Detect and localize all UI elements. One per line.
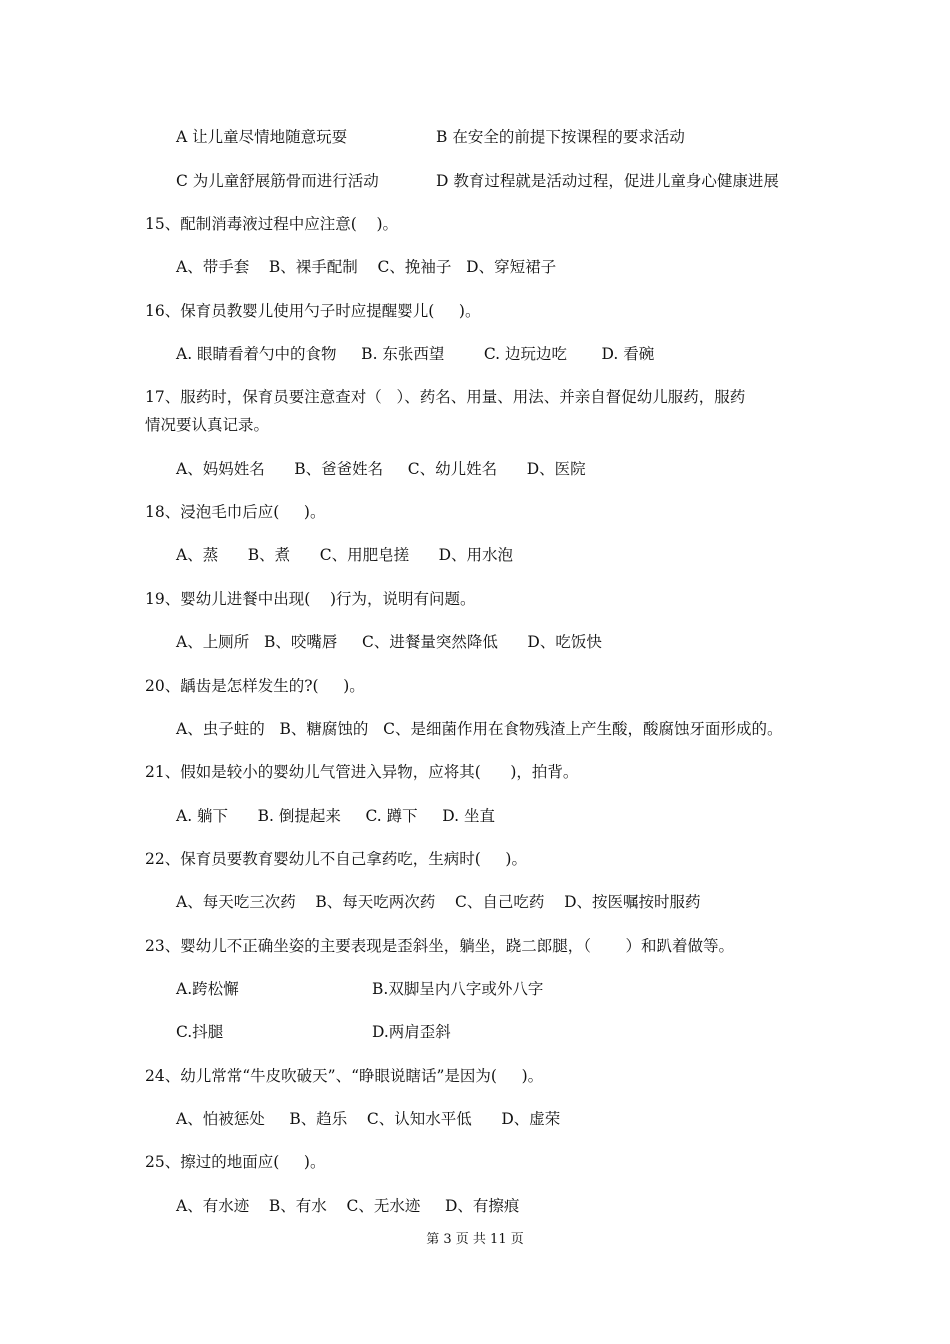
q14-option-d: D 教育过程就是活动过程，促进儿童身心健康进展 xyxy=(436,172,779,190)
question-15: 15、配制消毒液过程中应注意( )。 xyxy=(145,215,399,233)
q23-option-d: D.两肩歪斜 xyxy=(372,1023,451,1041)
question-20: 20、龋齿是怎样发生的?( )。 xyxy=(145,677,365,695)
q23-option-b: B.双脚呈内八字或外八字 xyxy=(372,980,544,998)
q23-option-c: C.抖腿 xyxy=(176,1023,224,1041)
question-22: 22、保育员要教育婴幼儿不自己拿药吃，生病时( )。 xyxy=(145,850,527,868)
question-15-options: A、带手套 B、裸手配制 C、挽袖子 D、穿短裙子 xyxy=(176,258,557,276)
question-25: 25、擦过的地面应( )。 xyxy=(145,1153,326,1171)
question-21: 21、假如是较小的婴幼儿气管进入异物，应将其( )，拍背。 xyxy=(145,763,579,781)
q23-option-a: A.跨松懈 xyxy=(176,980,239,998)
question-25-options: A、有水迹 B、有水 C、无水迹 D、有擦痕 xyxy=(176,1197,520,1215)
question-18: 18、浸泡毛巾后应( )。 xyxy=(145,503,326,521)
question-24-options: A、怕被惩处 B、趋乐 C、认知水平低 D、虚荣 xyxy=(176,1110,561,1128)
question-16-options: A. 眼睛看着勺中的食物 B. 东张西望 C. 边玩边吃 D. 看碗 xyxy=(176,345,655,363)
question-20-options: A、虫子蛀的 B、糖腐蚀的 C、是细菌作用在食物残渣上产生酸，酸腐蚀牙面形成的。 xyxy=(176,720,783,738)
question-17-line1: 17、服药时，保育员要注意查对（ ）、药名、用量、用法、并亲自督促幼儿服药，服药 xyxy=(145,388,746,406)
question-16: 16、保育员教婴儿使用勺子时应提醒婴儿( )。 xyxy=(145,302,481,320)
question-19-options: A、上厕所 B、咬嘴唇 C、进餐量突然降低 D、吃饭快 xyxy=(176,633,602,651)
question-21-options: A. 躺下 B. 倒提起来 C. 蹲下 D. 坐直 xyxy=(176,807,496,825)
question-23: 23、婴幼儿不正确坐姿的主要表现是歪斜坐，躺坐，跷二郎腿，（ ）和趴着做等。 xyxy=(145,937,734,955)
question-17-line2: 情况要认真记录。 xyxy=(145,416,270,434)
q14-option-b: B 在安全的前提下按课程的要求活动 xyxy=(436,128,685,146)
question-19: 19、婴幼儿进餐中出现( )行为，说明有问题。 xyxy=(145,590,476,608)
q14-option-c: C 为儿童舒展筋骨而进行活动 xyxy=(176,172,379,190)
question-22-options: A、每天吃三次药 B、每天吃两次药 C、自己吃药 D、按医嘱按时服药 xyxy=(176,893,701,911)
q14-option-a: A 让儿童尽情地随意玩耍 xyxy=(176,128,348,146)
question-17-options: A、妈妈姓名 B、爸爸姓名 C、幼儿姓名 D、医院 xyxy=(176,460,586,478)
question-24: 24、幼儿常常“牛皮吹破天”、“睁眼说瞎话”是因为( )。 xyxy=(145,1067,544,1085)
page-footer: 第 3 页 共 11 页 xyxy=(426,1232,524,1247)
question-18-options: A、蒸 B、煮 C、用肥皂搓 D、用水泡 xyxy=(176,546,514,564)
